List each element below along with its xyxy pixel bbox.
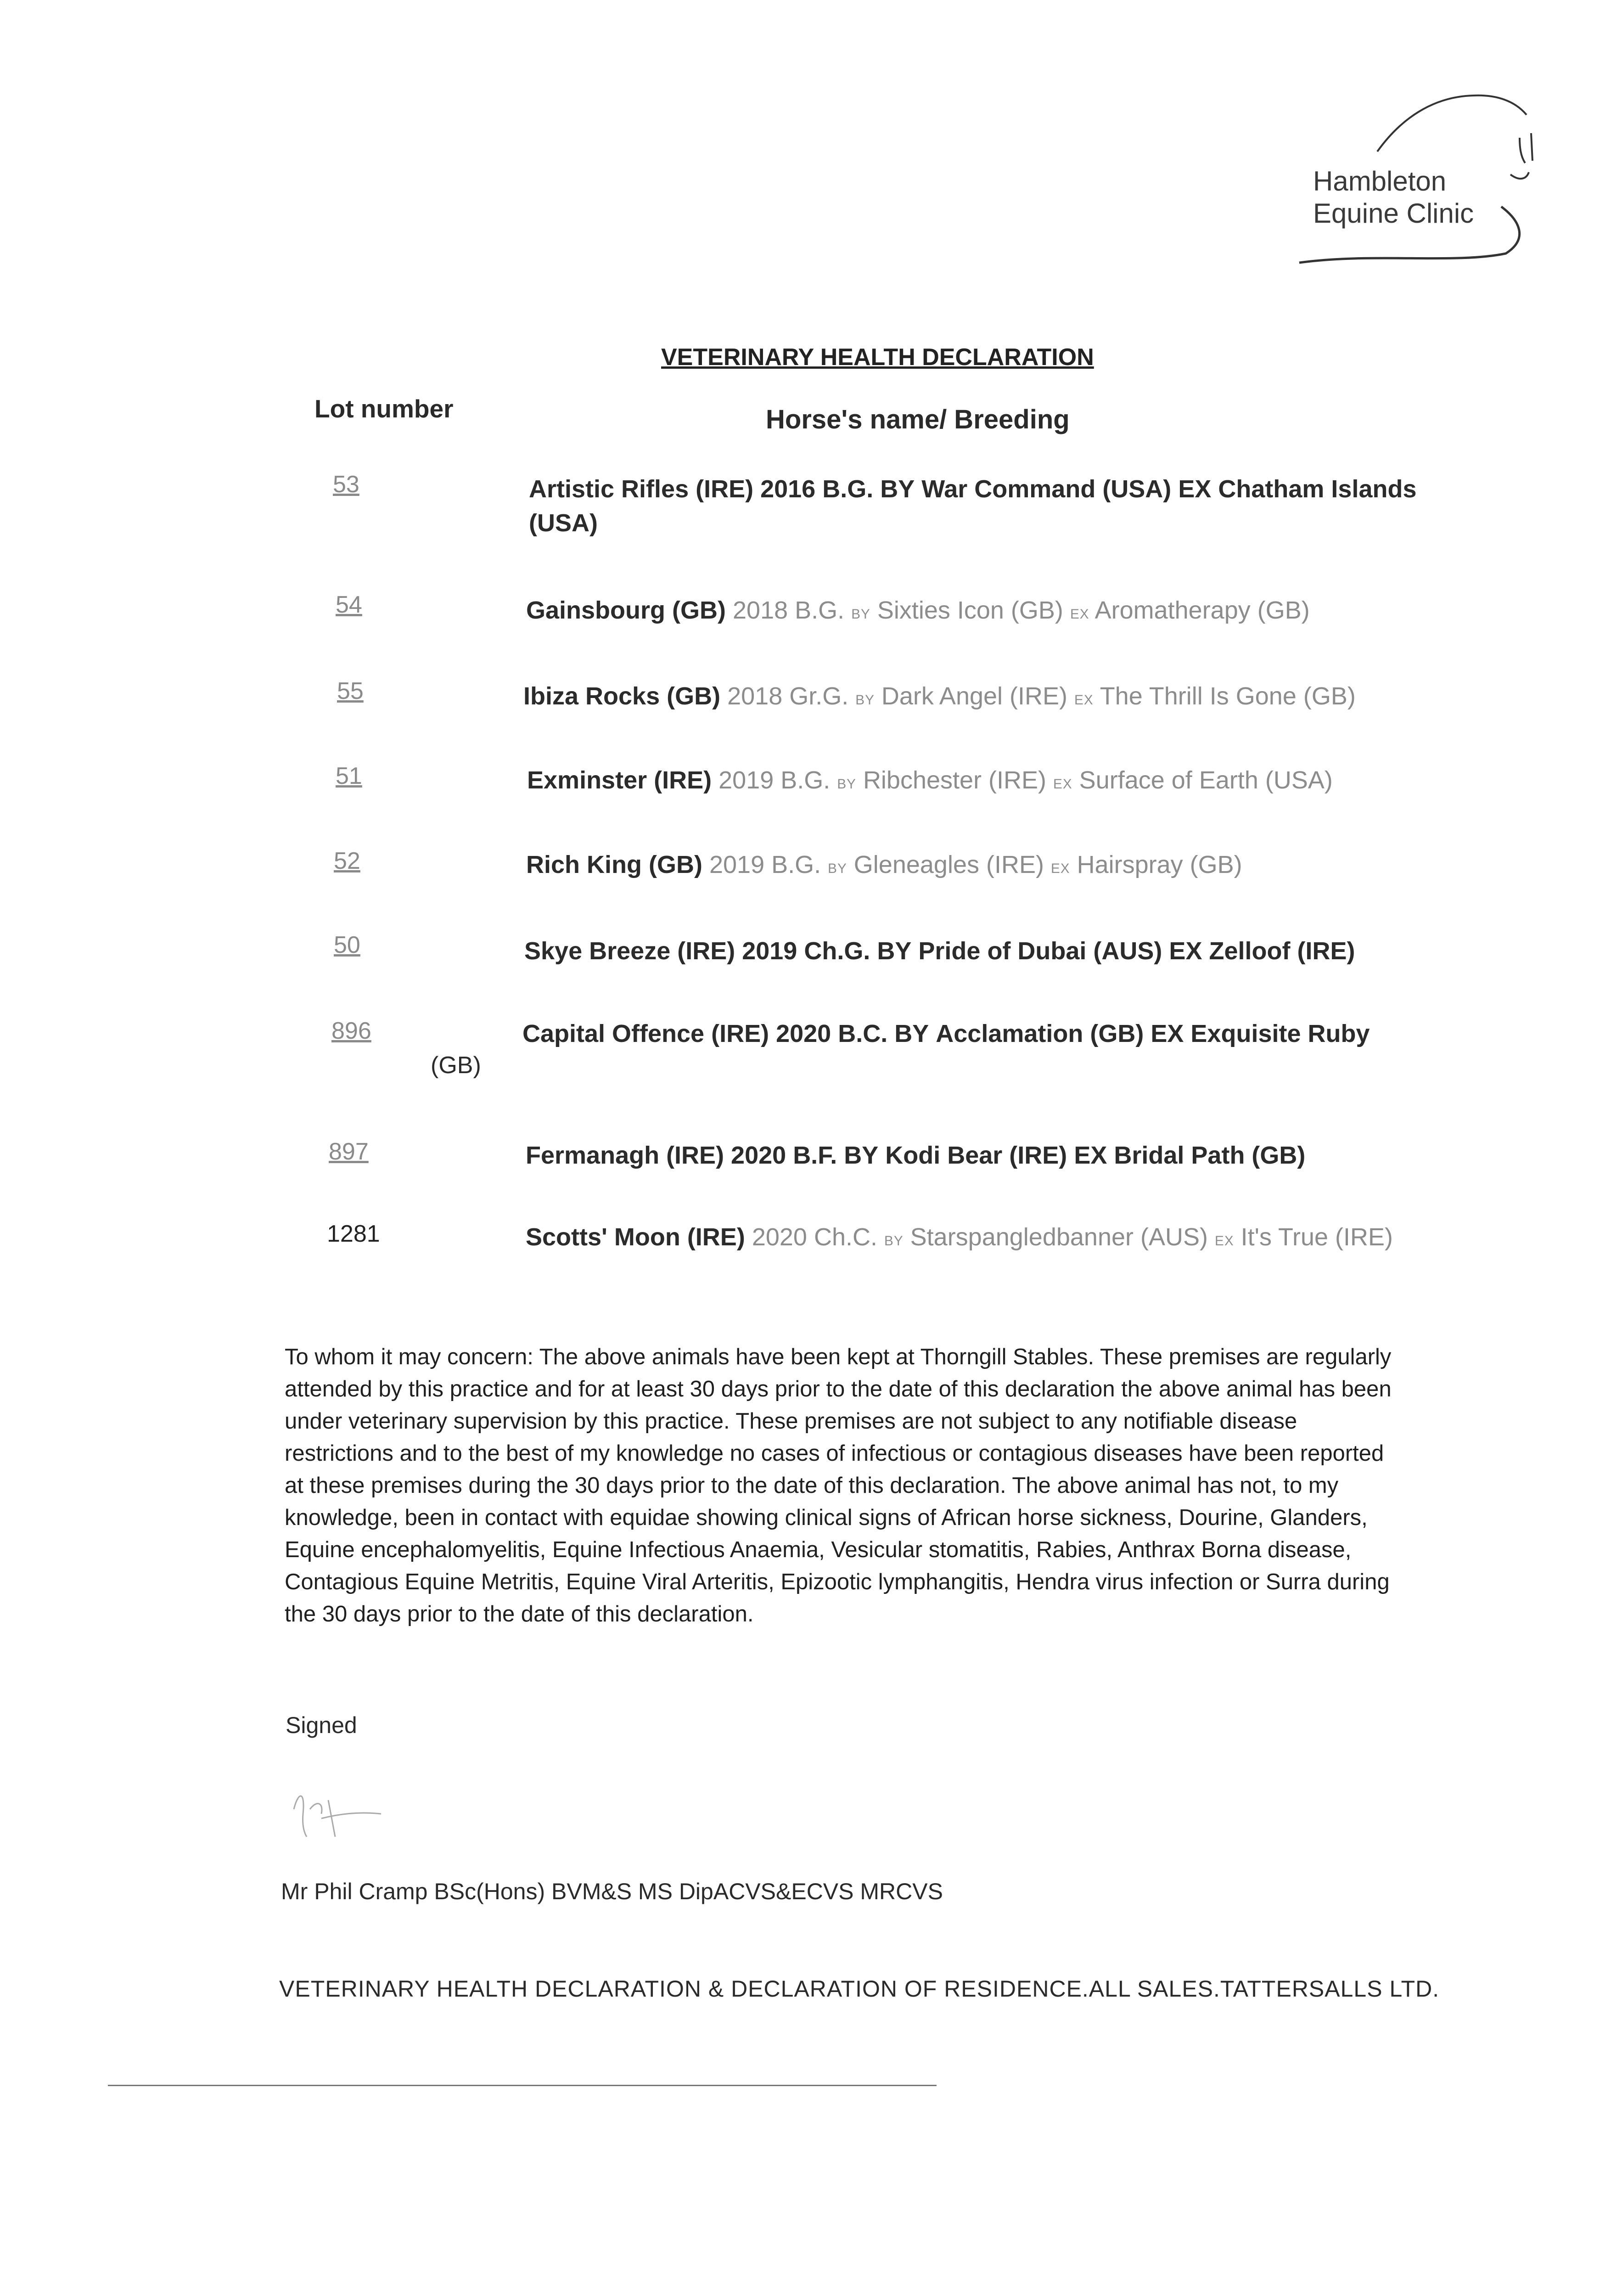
signature-mark [285, 1782, 395, 1846]
lot-number: 50 [334, 932, 360, 958]
horse-entry: Skye Breeze (IRE) 2019 Ch.G. BY Pride of Dubai (AUS) EX Zelloof (IRE) [524, 937, 1355, 965]
horse-entry: Capital Offence (IRE) 2020 B.C. BY Acclamation (GB) EX Exquisite Ruby [522, 1020, 1370, 1047]
horse-entry: Rich King (GB) 2019 B.G. BY Gleneagles (IRE) EX Hairspray (GB) [526, 851, 1242, 878]
horse-entry-wrap: (GB) [431, 1052, 481, 1079]
horse-entry: Artistic Rifles (IRE) 2016 B.G. BY War Command (USA) EX Chatham Islands [529, 475, 1417, 503]
lot-number: 1281 [327, 1221, 380, 1247]
horse-entry: Ibiza Rocks (GB) 2018 Gr.G. BY Dark Angel (IRE) EX The Thrill Is Gone (GB) [523, 682, 1356, 710]
horse-entry: Gainsbourg (GB) 2018 B.G. BY Sixties Icon (GB) EX Aromatherapy (GB) [526, 597, 1310, 624]
declaration-paragraph: To whom it may concern: The above animals have been kept at Thorngill Stables. These premises are regularly attended by this practice and for at least 30 days prior to the date of this declaration the above animal has been under veterinary supervision by this practice. These premises are not subject to any notifiable disease restrictions and to the best of my knowledge no cases of infectious or contagious diseases have been reported at these premises during the 30 days prior to the date of this declaration. The above animal has not, to my knowledge, been in contact with equidae showing clinical signs of African horse sickness, Dourine, Glanders, Equine encephalomyelitis, Equine Infectious Anaemia, Vesicular stomatitis, Rabies, Anthrax Borna disease, Contagious Equine Metritis, Equine Viral Arteritis, Epizootic lymphangitis, Hendra virus infection or Surra during the 30 days prior to the date of this declaration. [285, 1345, 1392, 1626]
clinic-logo [1281, 83, 1538, 285]
lot-number: 51 [336, 763, 362, 789]
footer-text: VETERINARY HEALTH DECLARATION & DECLARATION OF RESIDENCE.ALL SALES.TATTERSALLS LTD. [279, 1976, 1440, 2002]
logo-line-2: Equine Clinic [1313, 198, 1474, 229]
lot-number-header: Lot number [314, 394, 454, 423]
lot-number: 896 [331, 1018, 371, 1044]
lot-number: 55 [337, 678, 364, 704]
lot-number: 897 [329, 1138, 369, 1165]
lot-number: 52 [334, 848, 360, 874]
lot-number: 53 [333, 471, 359, 498]
logo-line-1: Hambleton [1313, 166, 1447, 197]
horse-entry: Fermanagh (IRE) 2020 B.F. BY Kodi Bear (IRE) EX Bridal Path (GB) [526, 1142, 1306, 1169]
horse-breeding-header: Horse's name/ Breeding [766, 405, 1070, 434]
bottom-rule [108, 2085, 937, 2086]
vet-name: Mr Phil Cramp BSc(Hons) BVM&S MS DipACVS&ECVS MRCVS [281, 1879, 943, 1904]
page-title: VETERINARY HEALTH DECLARATION [661, 344, 1094, 371]
signed-label: Signed [286, 1712, 357, 1738]
horse-entry: Scotts' Moon (IRE) 2020 Ch.C. BY Starspangledbanner (AUS) EX It's True (IRE) [526, 1223, 1393, 1251]
horse-entry: Exminster (IRE) 2019 B.G. BY Ribchester (IRE) EX Surface of Earth (USA) [527, 766, 1333, 794]
lot-number: 54 [336, 591, 362, 618]
horse-entry-wrap: (USA) [529, 509, 598, 537]
